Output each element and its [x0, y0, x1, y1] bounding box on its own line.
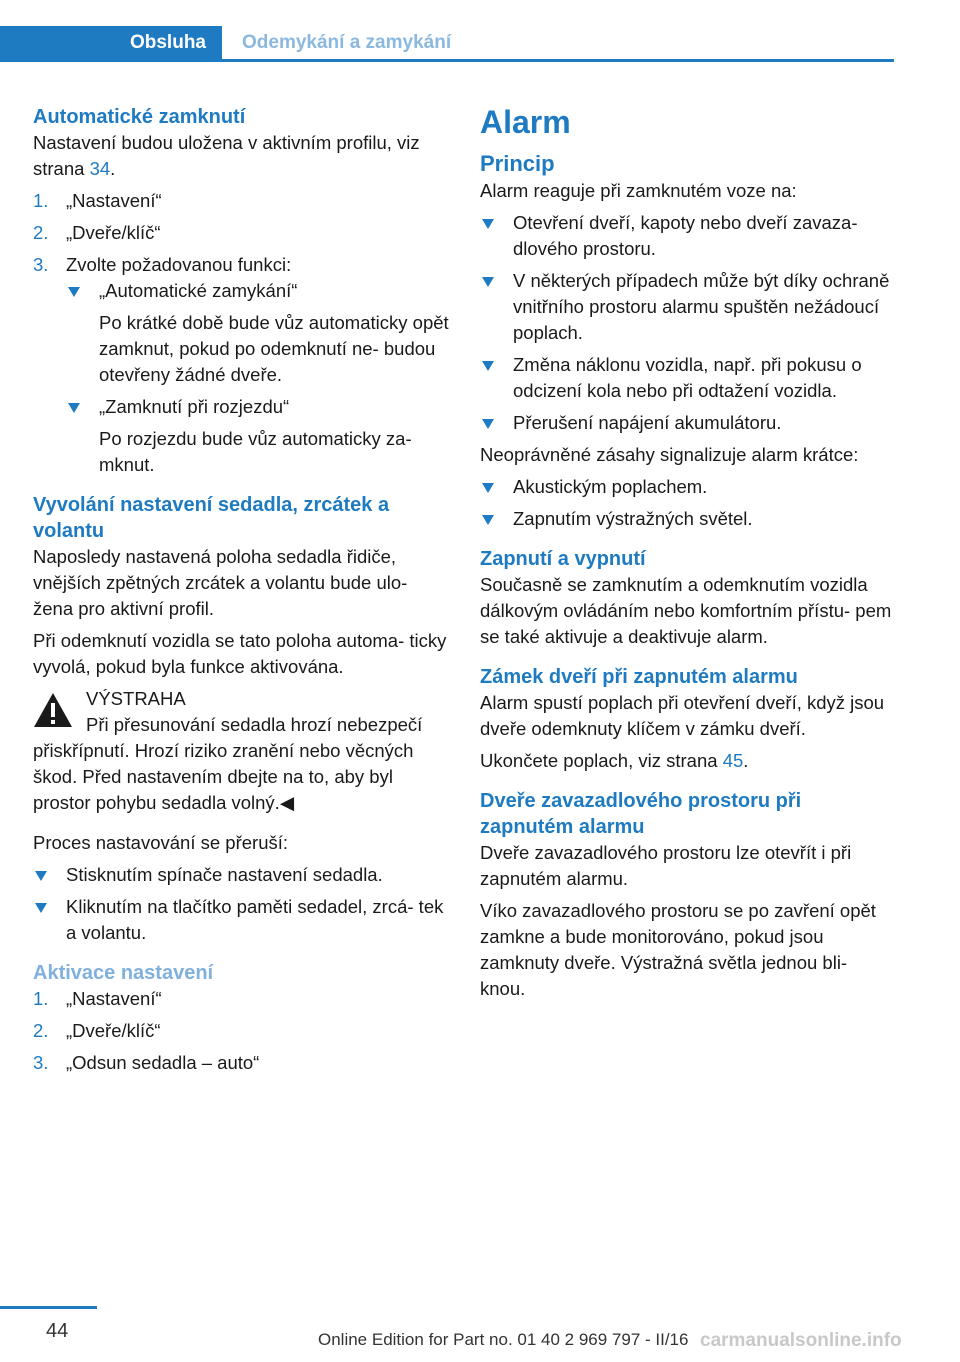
list-item [33, 862, 449, 888]
list-item [33, 894, 449, 946]
warning-triangle-icon [33, 692, 73, 728]
seat-recall-p2: Při odemknutí vozidla se tato poloha automa- ticky vyvolá, pokud byla funkce aktivována. [33, 630, 447, 677]
list-item [480, 210, 895, 262]
step-number: 2. [33, 1020, 49, 1041]
page-ref-link[interactable]: 34 [89, 158, 111, 179]
list-item [480, 474, 895, 500]
edition-text: Online Edition for Part no. 01 40 2 969 797 - II/16 [318, 1330, 689, 1349]
list-item-text: Kliknutím na tlačítko paměti sedadel, zrcá- tek a volantu. [66, 896, 444, 943]
alarm-title: Alarm [480, 104, 571, 140]
list-item-text: V některých případech může být díky ochraně vnitřního prostoru alarmu spuštěn nežádoucí poplach. [513, 270, 890, 343]
step-text: „Dveře/klíč“ [66, 1020, 161, 1041]
door-lock-text: Alarm spustí poplach při otevření dveří, když jsou dveře odemknuty klíčem v zámku dveří. [480, 692, 885, 739]
trunk-p2: Víko zavazadlového prostoru se po zavření opět zamkne a bude monitorováno, pokud jsou zamknuty dveře. Výstražná světla jednou bli- knou. [480, 900, 876, 999]
principle-heading: Princip [480, 151, 555, 176]
onoff-heading: Zapnutí a vypnutí [480, 548, 646, 570]
step-text: Zvolte požadovanou funkci: [66, 254, 292, 275]
bullet-triangle-icon [68, 403, 80, 413]
bullet-triangle-icon [482, 277, 494, 287]
auto-lock-intro-text: Nastavení budou uložena v aktivním profilu, viz strana [33, 132, 420, 179]
auto-lock-steps [33, 188, 449, 478]
activation-steps [33, 986, 449, 1076]
signal-list [480, 474, 895, 532]
step-text: „Nastavení“ [66, 988, 162, 1009]
page-ref-link[interactable]: 45 [722, 750, 744, 771]
bullet-triangle-icon [482, 361, 494, 371]
list-item-text: Přerušení napájení akumulátoru. [513, 412, 782, 433]
onoff-text: Současně se zamknutím a odemknutím vozidla dálkovým ovládáním nebo komfortním přístu- pem se také aktivuje a deaktivuje alarm. [480, 574, 892, 647]
step-number: 3. [33, 254, 49, 275]
list-item [480, 506, 895, 532]
auto-lock-intro-end: . [110, 158, 116, 179]
list-item [66, 394, 449, 478]
warning-box [33, 686, 449, 816]
seat-recall-heading: Vyvolání nastavení sedadla, zrcátek a volantu [33, 494, 390, 542]
trunk-p1: Dveře zavazadlového prostoru lze otevřít i při zapnutém alarmu. [480, 842, 852, 889]
bullet-triangle-icon [35, 903, 47, 913]
watermark-logo: carmanualsonline.info [700, 1330, 902, 1351]
step-number: 2. [33, 222, 49, 243]
seat-recall-p1: Naposledy nastavená poloha sedadla řidiče, vnějších zpětných zrcátek a volantu bude ulo- žena pro aktivní profil. [33, 546, 408, 619]
auto-lock-heading: Automatické zamknutí [33, 106, 246, 128]
principle-list [480, 210, 895, 436]
list-item-text: Změna náklonu vozidla, např. při pokusu o odcizení kola nebo při odtažení vozidla. [513, 354, 862, 401]
list-item [33, 1018, 449, 1044]
step-text: „Nastavení“ [66, 190, 162, 211]
auto-lock-options [66, 278, 449, 478]
door-lock-stop [480, 748, 895, 774]
left-column [33, 104, 449, 1082]
step-number: 1. [33, 988, 49, 1009]
option-title: „Zamknutí při rozjezdu“ [99, 396, 290, 417]
list-item [480, 268, 895, 346]
header-rule [0, 59, 894, 62]
list-item-text: Stisknutím spínače nastavení sedadla. [66, 864, 383, 885]
warning-line1: Při přesunování sedadla hrozí nebezpečí [86, 714, 423, 735]
interrupt-list [33, 862, 449, 946]
step-number: 3. [33, 1052, 49, 1073]
step-text: „Odsun sedadla – auto“ [66, 1052, 260, 1073]
step-number: 1. [33, 190, 49, 211]
door-lock-stop-end: . [743, 750, 749, 771]
signal-intro: Neoprávněné zásahy signalizuje alarm krátce: [480, 444, 859, 465]
list-item [66, 278, 449, 388]
section-tab[interactable]: Obsluha [0, 26, 222, 62]
list-item [33, 986, 449, 1012]
warning-title: VÝSTRAHA [86, 688, 186, 709]
trunk-heading: Dveře zavazadlového prostoru při zapnutém alarmu [480, 790, 802, 838]
list-item-text: Zapnutím výstražných světel. [513, 508, 753, 529]
bullet-triangle-icon [35, 871, 47, 881]
option-title: „Automatické zamykání“ [99, 280, 298, 301]
footer-rule [0, 1306, 97, 1309]
list-item [33, 252, 449, 478]
list-item [33, 220, 449, 246]
list-item [480, 410, 895, 436]
bullet-triangle-icon [482, 219, 494, 229]
page-number: 44 [46, 1320, 69, 1342]
list-item-text: Otevření dveří, kapoty nebo dveří zavaza- dlového prostoru. [513, 212, 858, 259]
step-text: „Dveře/klíč“ [66, 222, 161, 243]
chapter-tab[interactable]: Odemykání a zamykání [242, 32, 452, 53]
door-lock-heading: Zámek dveří při zapnutém alarmu [480, 666, 798, 688]
page-header [0, 0, 894, 62]
principle-intro: Alarm reaguje při zamknutém voze na: [480, 180, 797, 201]
auto-lock-intro [33, 130, 449, 182]
right-column [480, 104, 895, 1008]
list-item [480, 352, 895, 404]
interrupt-intro: Proces nastavování se přeruší: [33, 832, 289, 853]
bullet-triangle-icon [68, 287, 80, 297]
bullet-triangle-icon [482, 483, 494, 493]
option-description: Po rozjezdu bude vůz automaticky za- mknut. [99, 428, 412, 475]
list-item-text: Akustickým poplachem. [513, 476, 708, 497]
door-lock-stop-text: Ukončete poplach, viz strana [480, 750, 718, 771]
bullet-triangle-icon [482, 515, 494, 525]
warning-text: přiskřípnutí. Hrozí riziko zranění nebo věcných škod. Před nastavením dbejte na to, aby byl prostor pohybu sedadla volný.◀ [33, 740, 414, 813]
activation-heading: Aktivace nastavení [33, 962, 214, 984]
list-item [33, 188, 449, 214]
list-item [33, 1050, 449, 1076]
bullet-triangle-icon [482, 419, 494, 429]
option-description: Po krátké době bude vůz automaticky opět zamknut, pokud po odemknutí ne- budou otevřeny žádné dveře. [99, 312, 449, 385]
